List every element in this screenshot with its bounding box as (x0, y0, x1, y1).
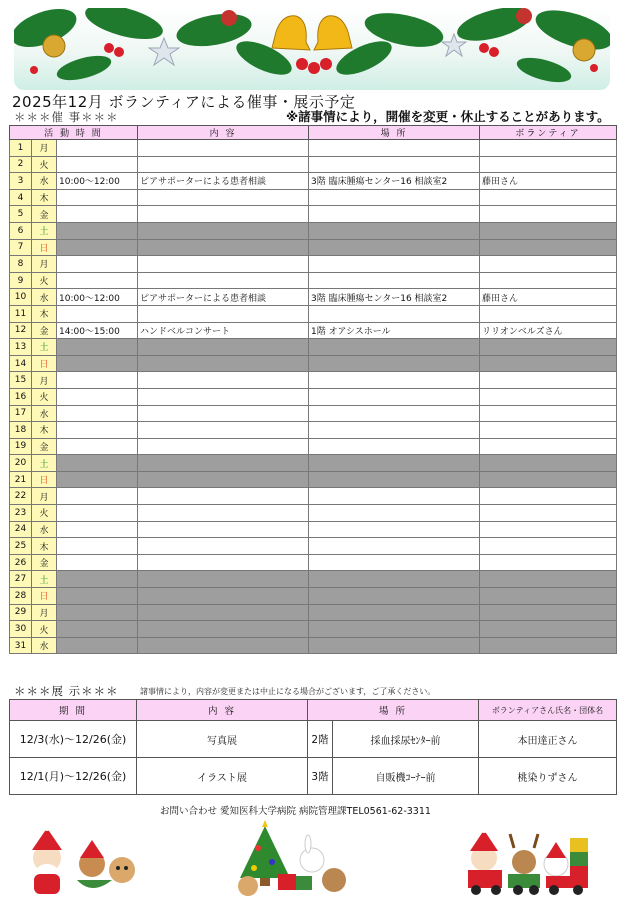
table-row (10, 140, 617, 157)
time-cell: 14:00～15:00 (57, 322, 138, 339)
table-row (10, 505, 617, 522)
weekday: 土 (32, 222, 57, 239)
content-cell: ピアサポーターによる患者相談 (138, 289, 309, 306)
place-cell: 3階 臨床腫瘍センター16 相談室2 (309, 173, 480, 190)
content-cell (138, 621, 309, 638)
content-cell (138, 471, 309, 488)
volunteer-cell (480, 305, 617, 322)
place-cell: 1階 オアシスホール (309, 322, 480, 339)
place-cell (309, 339, 480, 356)
table-row (10, 305, 617, 322)
content-cell (138, 388, 309, 405)
content-cell (138, 140, 309, 157)
table-row (10, 272, 617, 289)
content-cell (138, 256, 309, 273)
table-row (10, 173, 617, 190)
place-cell (309, 206, 480, 223)
volunteer-cell (480, 256, 617, 273)
weekday: 月 (32, 488, 57, 505)
events-header-row (10, 126, 617, 140)
exhibits-table (9, 699, 617, 795)
time-cell: 10:00～12:00 (57, 289, 138, 306)
day-number: 26 (10, 554, 32, 571)
day-number: 10 (10, 289, 32, 306)
time-cell (57, 538, 138, 555)
volunteer-cell (480, 272, 617, 289)
time-cell (57, 521, 138, 538)
day-number: 6 (10, 222, 32, 239)
content-cell (138, 339, 309, 356)
column-header-time: 活 動 時 間 (10, 126, 138, 140)
table-row (10, 521, 617, 538)
table-row (10, 588, 617, 605)
day-number: 28 (10, 588, 32, 605)
exhibits-header-row (10, 700, 617, 721)
content-cell (138, 189, 309, 206)
place-cell (309, 455, 480, 472)
table-row (10, 405, 617, 422)
time-cell (57, 140, 138, 157)
day-number: 19 (10, 438, 32, 455)
content-cell (138, 405, 309, 422)
column-header-place: 場 所 (308, 700, 479, 721)
place-cell (309, 189, 480, 206)
time-cell (57, 239, 138, 256)
place-cell (309, 372, 480, 389)
content-cell (138, 554, 309, 571)
volunteer-cell (480, 438, 617, 455)
weekday: 日 (32, 355, 57, 372)
place-cell (309, 355, 480, 372)
content-cell (138, 455, 309, 472)
period-cell: 12/3(水)～12/26(金) (10, 721, 137, 758)
day-number: 27 (10, 571, 32, 588)
table-row (10, 488, 617, 505)
place-cell (309, 140, 480, 157)
volunteer-cell (480, 521, 617, 538)
place-cell (309, 256, 480, 273)
weekday: 金 (32, 322, 57, 339)
volunteer-cell (480, 637, 617, 654)
weekday: 木 (32, 189, 57, 206)
place-cell (309, 422, 480, 439)
place-cell (309, 571, 480, 588)
place-cell (309, 637, 480, 654)
time-cell (57, 422, 138, 439)
weekday: 水 (32, 637, 57, 654)
volunteer-cell (480, 538, 617, 555)
place-cell (309, 621, 480, 638)
time-cell (57, 621, 138, 638)
table-row (10, 206, 617, 223)
table-row (10, 239, 617, 256)
time-cell (57, 256, 138, 273)
column-header-place: 場 所 (309, 126, 480, 140)
place-cell: 採血採尿ｾﾝﾀｰ前 (333, 721, 479, 758)
day-number: 1 (10, 140, 32, 157)
volunteer-cell (480, 372, 617, 389)
content-cell (138, 305, 309, 322)
time-cell (57, 471, 138, 488)
content-cell: 写真展 (137, 721, 308, 758)
volunteer-cell (480, 488, 617, 505)
table-row (10, 538, 617, 555)
place-cell: 自販機ｺｰﾅｰ前 (333, 758, 479, 795)
table-row (10, 388, 617, 405)
place-cell (309, 438, 480, 455)
place-cell (309, 505, 480, 522)
place-cell: 3階 臨床腫瘍センター16 相談室2 (309, 289, 480, 306)
weekday: 火 (32, 505, 57, 522)
column-header-volunteer: ボランティア (480, 126, 617, 140)
weekday: 火 (32, 388, 57, 405)
volunteer-cell (480, 156, 617, 173)
time-cell (57, 455, 138, 472)
day-number: 7 (10, 239, 32, 256)
day-number: 5 (10, 206, 32, 223)
table-row (10, 621, 617, 638)
christmas-tree-illustration (230, 818, 350, 898)
time-cell (57, 372, 138, 389)
time-cell (57, 571, 138, 588)
weekday: 月 (32, 372, 57, 389)
volunteer-cell (480, 505, 617, 522)
weekday: 土 (32, 571, 57, 588)
place-cell (309, 604, 480, 621)
table-row (10, 571, 617, 588)
table-row (10, 721, 617, 758)
weekday: 金 (32, 206, 57, 223)
table-row (10, 189, 617, 206)
table-row (10, 256, 617, 273)
day-number: 18 (10, 422, 32, 439)
volunteer-cell: リリオンベルズさん (480, 322, 617, 339)
events-table (9, 125, 617, 654)
weekday: 土 (32, 339, 57, 356)
time-cell (57, 604, 138, 621)
weekday: 木 (32, 538, 57, 555)
column-header-content: 内 容 (138, 126, 309, 140)
time-cell (57, 405, 138, 422)
table-row (10, 322, 617, 339)
weekday: 火 (32, 272, 57, 289)
day-number: 14 (10, 355, 32, 372)
volunteer-cell (480, 422, 617, 439)
holly-bells-illustration (14, 8, 610, 90)
weekday: 金 (32, 438, 57, 455)
table-row (10, 372, 617, 389)
day-number: 16 (10, 388, 32, 405)
volunteer-cell (480, 554, 617, 571)
content-cell (138, 438, 309, 455)
time-cell (57, 222, 138, 239)
content-cell (138, 355, 309, 372)
volunteer-cell: 藤田さん (480, 173, 617, 190)
content-cell (138, 604, 309, 621)
page-title: 2025年12月 ボランティアによる催事・展示予定 (12, 93, 356, 111)
content-cell (138, 422, 309, 439)
table-row (10, 339, 617, 356)
time-cell (57, 206, 138, 223)
place-cell (309, 239, 480, 256)
content-cell: イラスト展 (137, 758, 308, 795)
events-section-label: ＊＊＊催 事＊＊＊ (14, 110, 119, 124)
place-cell (309, 156, 480, 173)
day-number: 23 (10, 505, 32, 522)
day-number: 29 (10, 604, 32, 621)
floor-cell: 2階 (308, 721, 333, 758)
content-cell (138, 588, 309, 605)
day-number: 11 (10, 305, 32, 322)
content-cell (138, 505, 309, 522)
place-cell (309, 388, 480, 405)
time-cell: 10:00～12:00 (57, 173, 138, 190)
content-cell (138, 222, 309, 239)
column-header-period: 期 間 (10, 700, 137, 721)
day-number: 8 (10, 256, 32, 273)
time-cell (57, 305, 138, 322)
volunteer-cell (480, 206, 617, 223)
time-cell (57, 355, 138, 372)
column-header-volunteer: ボランティアさん氏名・団体名 (479, 700, 617, 721)
day-number: 15 (10, 372, 32, 389)
table-row (10, 422, 617, 439)
day-number: 22 (10, 488, 32, 505)
day-number: 9 (10, 272, 32, 289)
volunteer-cell: 桃染りずさん (479, 758, 617, 795)
weekday: 木 (32, 305, 57, 322)
table-row (10, 438, 617, 455)
weekday: 火 (32, 621, 57, 638)
weekday: 月 (32, 140, 57, 157)
table-row (10, 758, 617, 795)
volunteer-cell (480, 189, 617, 206)
day-number: 2 (10, 156, 32, 173)
weekday: 水 (32, 521, 57, 538)
column-header-content: 内 容 (137, 700, 308, 721)
volunteer-cell: 藤田さん (480, 289, 617, 306)
volunteer-cell (480, 355, 617, 372)
content-cell (138, 272, 309, 289)
time-cell (57, 339, 138, 356)
table-row (10, 637, 617, 654)
day-number: 30 (10, 621, 32, 638)
place-cell (309, 554, 480, 571)
place-cell (309, 405, 480, 422)
time-cell (57, 505, 138, 522)
day-number: 13 (10, 339, 32, 356)
volunteer-cell (480, 239, 617, 256)
day-number: 21 (10, 471, 32, 488)
content-cell: ハンドベルコンサート (138, 322, 309, 339)
table-row (10, 222, 617, 239)
time-cell (57, 637, 138, 654)
place-cell (309, 222, 480, 239)
day-number: 31 (10, 637, 32, 654)
volunteer-cell (480, 588, 617, 605)
content-cell (138, 372, 309, 389)
day-number: 25 (10, 538, 32, 555)
time-cell (57, 588, 138, 605)
content-cell (138, 488, 309, 505)
place-cell (309, 588, 480, 605)
time-cell (57, 189, 138, 206)
day-number: 3 (10, 173, 32, 190)
weekday: 火 (32, 156, 57, 173)
weekday: 水 (32, 405, 57, 422)
volunteer-cell (480, 222, 617, 239)
weekday: 月 (32, 256, 57, 273)
content-cell: ピアサポーターによる患者相談 (138, 173, 309, 190)
santa-animals-illustration (22, 818, 142, 898)
period-cell: 12/1(月)～12/26(金) (10, 758, 137, 795)
table-row (10, 554, 617, 571)
table-row (10, 355, 617, 372)
table-row (10, 471, 617, 488)
content-cell (138, 206, 309, 223)
christmas-banner (14, 8, 610, 90)
content-cell (138, 239, 309, 256)
volunteer-cell (480, 621, 617, 638)
place-cell (309, 538, 480, 555)
content-cell (138, 156, 309, 173)
time-cell (57, 388, 138, 405)
weekday: 日 (32, 588, 57, 605)
place-cell (309, 471, 480, 488)
time-cell (57, 272, 138, 289)
table-row (10, 156, 617, 173)
volunteer-cell (480, 604, 617, 621)
volunteer-cell (480, 571, 617, 588)
weekday: 木 (32, 422, 57, 439)
table-row (10, 604, 617, 621)
content-cell (138, 538, 309, 555)
volunteer-cell (480, 388, 617, 405)
volunteer-cell (480, 405, 617, 422)
day-number: 4 (10, 189, 32, 206)
day-number: 12 (10, 322, 32, 339)
volunteer-cell (480, 455, 617, 472)
weekday: 月 (32, 604, 57, 621)
exhibits-note: 諸事情により，内容が変更または中止になる場合がございます，ご了承ください。 (140, 687, 436, 696)
volunteer-cell: 本田達正さん (479, 721, 617, 758)
day-number: 24 (10, 521, 32, 538)
place-cell (309, 488, 480, 505)
place-cell (309, 272, 480, 289)
content-cell (138, 571, 309, 588)
table-row (10, 455, 617, 472)
volunteer-cell (480, 471, 617, 488)
time-cell (57, 156, 138, 173)
change-notice: ※諸事情により，開催を変更・休止することがあります。 (286, 109, 610, 124)
weekday: 日 (32, 471, 57, 488)
time-cell (57, 438, 138, 455)
contact-info: お問い合わせ 愛知医科大学病院 病院管理課TEL0561-62-3311 (160, 806, 431, 817)
weekday: 土 (32, 455, 57, 472)
day-number: 20 (10, 455, 32, 472)
weekday: 日 (32, 239, 57, 256)
volunteer-cell (480, 339, 617, 356)
weekday: 金 (32, 554, 57, 571)
santa-train-illustration (462, 818, 592, 898)
floor-cell: 3階 (308, 758, 333, 795)
time-cell (57, 488, 138, 505)
time-cell (57, 554, 138, 571)
table-row (10, 289, 617, 306)
place-cell (309, 521, 480, 538)
day-number: 17 (10, 405, 32, 422)
exhibits-section-label: ＊＊＊展 示＊＊＊ (14, 684, 119, 698)
volunteer-cell (480, 140, 617, 157)
content-cell (138, 521, 309, 538)
place-cell (309, 305, 480, 322)
content-cell (138, 637, 309, 654)
weekday: 水 (32, 173, 57, 190)
weekday: 水 (32, 289, 57, 306)
